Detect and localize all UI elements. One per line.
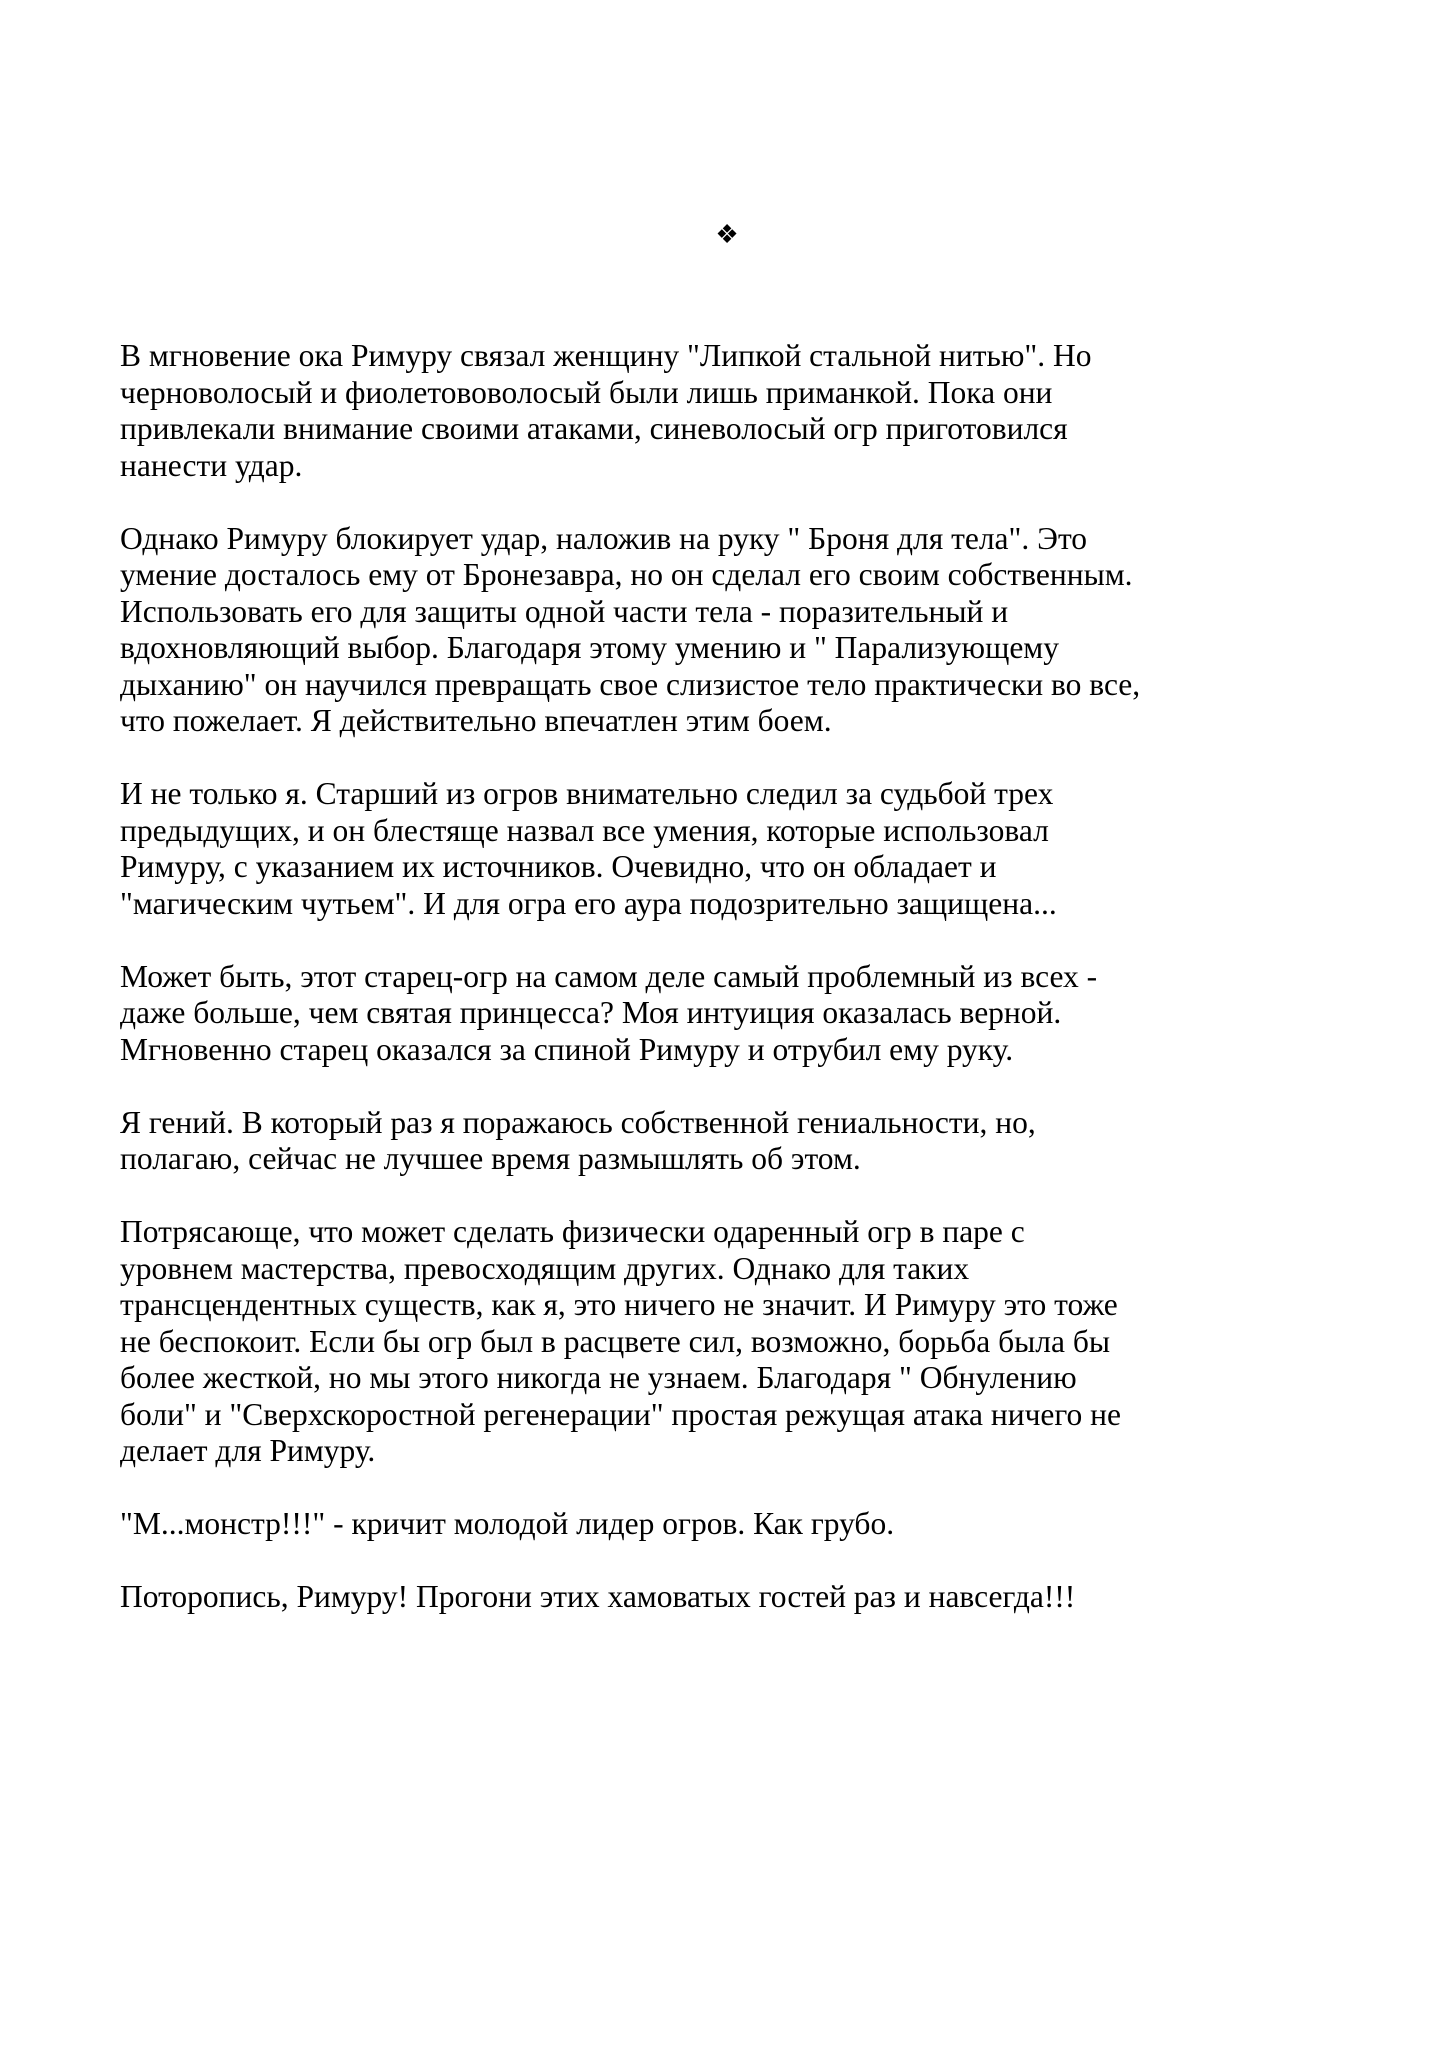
text-line: "магическим чутьем". И для огра его аура подозрительно защищена... xyxy=(120,885,1057,921)
body-text xyxy=(120,338,1320,1652)
text-line: умение досталось ему от Бронезавра, но он сделал его своим собственным. xyxy=(120,557,1133,592)
section-separator xyxy=(0,221,1438,249)
text-line: дыханию" он научился превращать свое слизистое тело практически во все, xyxy=(120,666,1141,702)
text-line: вдохновляющий выбор. Благодаря этому умению и " Парализующему xyxy=(120,630,1059,665)
text-line: Может быть, этот старец-огр на самом деле самый проблемный из всех - xyxy=(120,958,1098,994)
paragraph xyxy=(120,959,1320,1069)
text-line: Потрясающе, что может сделать физически одаренный огр в паре с xyxy=(120,1214,1025,1249)
text-line: Римуру, с указанием их источников. Очевидно, что он обладает и xyxy=(120,849,997,884)
text-line: не беспокоит. Если бы огр был в расцвете сил, возможно, борьба была бы xyxy=(120,1323,1111,1359)
paragraph xyxy=(120,1506,1320,1543)
text-line: полагаю, сейчас не лучшее время размышлять об этом. xyxy=(120,1141,861,1176)
paragraph xyxy=(120,1579,1320,1616)
text-line: более жесткой, но мы этого никогда не узнаем. Благодаря " Обнулению xyxy=(120,1360,1077,1395)
text-line: Я гений. В который раз я поражаюсь собственной гениальности, но, xyxy=(120,1104,1036,1140)
text-line: черноволосый и фиолетововолосый были лишь приманкой. Пока они xyxy=(120,374,1053,410)
paragraph xyxy=(120,1214,1320,1470)
text-line: В мгновение ока Римуру связал женщину "Липкой стальной нитью". Но xyxy=(120,338,1092,373)
text-line: привлекали внимание своими атаками, синеволосый огр приготовился xyxy=(120,411,1068,446)
paragraph xyxy=(120,776,1320,922)
text-line: И не только я. Старший из огров внимательно следил за судьбой трех xyxy=(120,776,1054,811)
text-line: "М...монстр!!!" - кричит молодой лидер огров. Как грубо. xyxy=(120,1506,895,1541)
paragraph xyxy=(120,338,1320,484)
paragraph xyxy=(120,1105,1320,1178)
text-line: Использовать его для защиты одной части тела - поразительный и xyxy=(120,593,1009,629)
diamond-ornament-icon: ❖ xyxy=(715,220,739,249)
text-line: трансцендентных существ, как я, это ничего не значит. И Римуру это тоже xyxy=(120,1287,1118,1322)
text-line: боли" и "Сверхскоростной регенерации" простая режущая атака ничего не xyxy=(120,1396,1122,1432)
paragraph xyxy=(120,521,1320,740)
text-line: что пожелает. Я действительно впечатлен этим боем. xyxy=(120,703,832,738)
text-line: предыдущих, и он блестяще назвал все умения, которые использовал xyxy=(120,812,1049,848)
text-line: Однако Римуру блокирует удар, наложив на руку " Броня для тела". Это xyxy=(120,520,1088,556)
text-line: даже больше, чем святая принцесса? Моя интуиция оказалась верной. xyxy=(120,995,1062,1030)
text-line: уровнем мастерства, превосходящим других. Однако для таких xyxy=(120,1250,970,1286)
text-line: Поторопись, Римуру! Прогони этих хамоватых гостей раз и навсегда!!! xyxy=(120,1579,1076,1614)
text-line: делает для Римуру. xyxy=(120,1433,376,1468)
text-line: нанести удар. xyxy=(120,447,303,483)
text-line: Мгновенно старец оказался за спиной Римуру и отрубил ему руку. xyxy=(120,1031,1014,1067)
